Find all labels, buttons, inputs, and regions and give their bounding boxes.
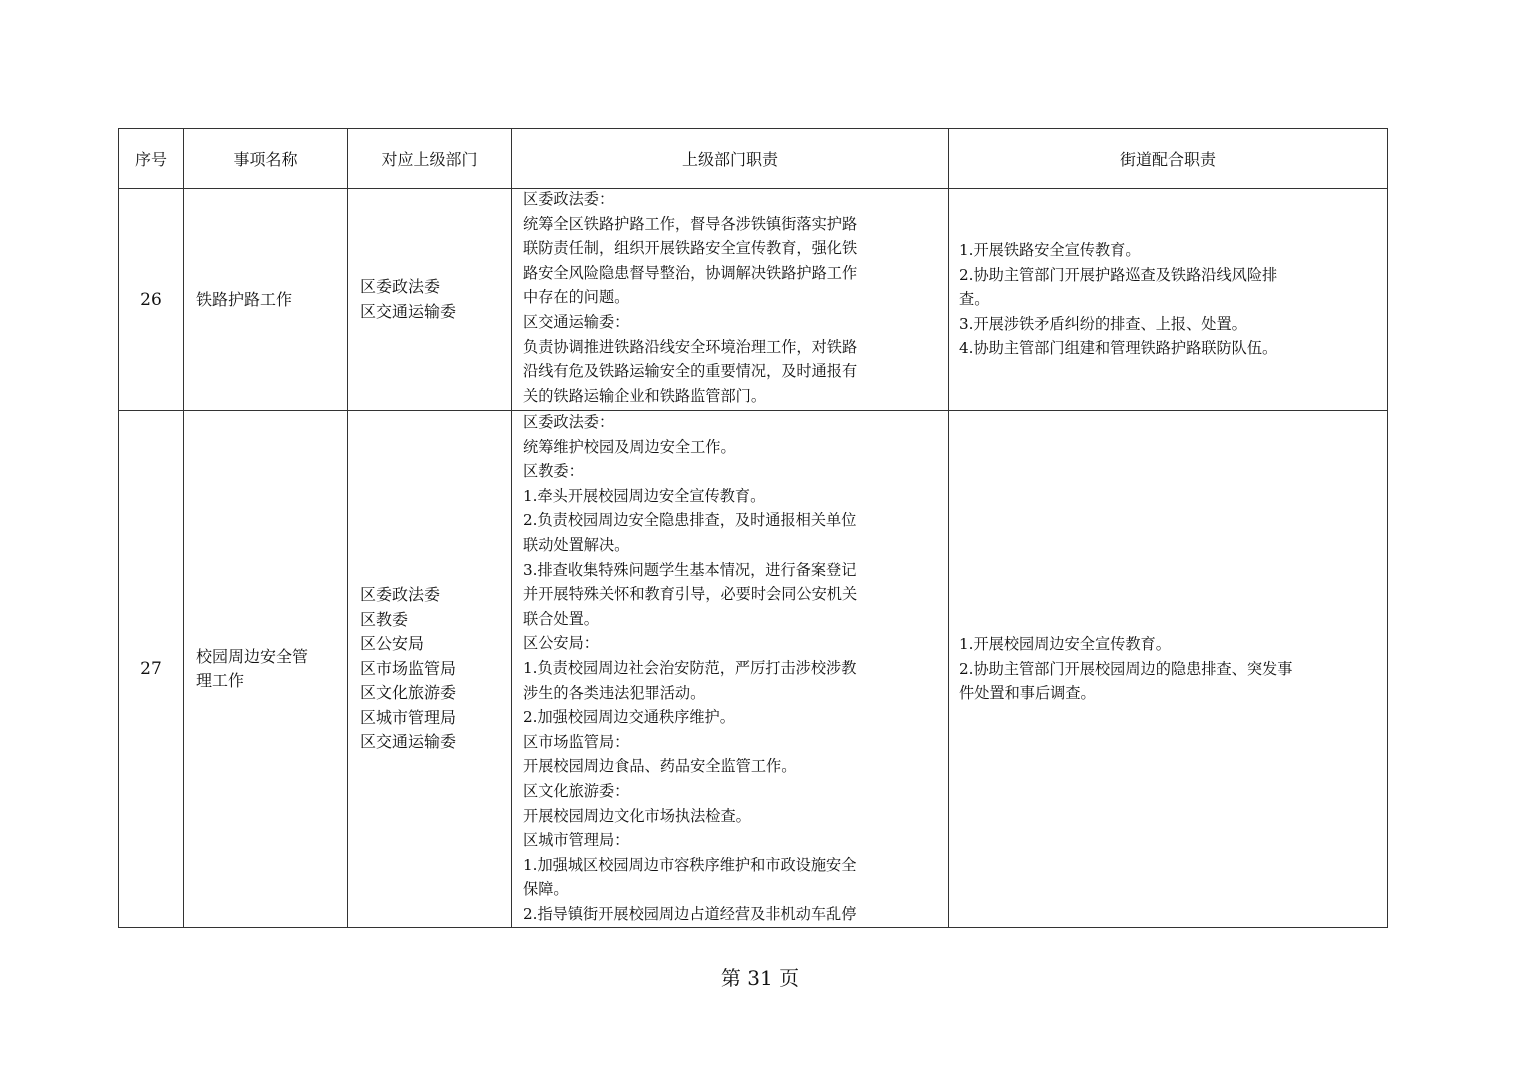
text-line: 联合处置。: [523, 609, 599, 628]
superior-duties: [512, 411, 949, 928]
text-line: 涉生的各类违法犯罪活动。: [523, 683, 706, 702]
text-line: 2.负责校园周边安全隐患排查，及时通报相关单位: [523, 511, 857, 530]
text-line: 沿线有危及铁路运输安全的重要情况，及时通报有: [523, 362, 858, 381]
street-duties: [949, 189, 1388, 411]
text-line: 查。: [959, 290, 990, 309]
text-line: 区城市管理局：: [523, 831, 630, 850]
text-line: 中存在的问题。: [523, 288, 630, 307]
text-line: 3.排查收集特殊问题学生基本情况，进行备案登记: [523, 560, 857, 579]
text-line: 负责协调推进铁路沿线安全环境治理工作，对铁路: [523, 337, 858, 356]
text-line: 4.协助主管部门组建和管理铁路护路联防队伍。: [959, 339, 1278, 358]
text-line: 2.协助主管部门开展护路巡查及铁路沿线风险排: [959, 265, 1278, 284]
text-line: 件处置和事后调查。: [959, 684, 1096, 703]
header-superior-duties: 上级部门职责: [512, 129, 949, 189]
text-line: 区委政法委：: [523, 190, 615, 208]
dept-line: 区委政法委: [360, 276, 441, 296]
item-name: [184, 189, 348, 411]
header-item-name: 事项名称: [184, 129, 348, 189]
dept-line: 区交通运输委: [360, 301, 457, 321]
superior-depts: [348, 411, 512, 928]
text-line: 区公安局：: [523, 634, 599, 653]
header-superior-dept: 对应上级部门: [348, 129, 512, 189]
text-line: 开展校园周边文化市场执法检查。: [523, 806, 751, 825]
dept-line: 区文化旅游委: [360, 683, 457, 703]
text-line: 1.牵头开展校园周边安全宣传教育。: [523, 486, 766, 505]
table-row: [119, 189, 1388, 411]
text-line: 开展校园周边食品、药品安全监管工作。: [523, 757, 797, 776]
superior-depts: [348, 189, 512, 411]
table-row: [119, 411, 1388, 928]
dept-line: 区教委: [360, 609, 409, 629]
row-number: 26: [119, 189, 184, 411]
text-line: 1.负责校园周边社会治安防范，严厉打击涉校涉教: [523, 658, 857, 677]
text-line: 3.开展涉铁矛盾纠纷的排查、上报、处置。: [959, 314, 1247, 333]
text-line: 保障。: [523, 880, 569, 899]
street-duties: [949, 411, 1388, 928]
text-line: 区交通运输委：: [523, 312, 630, 331]
item-name: [184, 411, 348, 928]
text-line: 1.开展铁路安全宣传教育。: [959, 241, 1141, 260]
superior-duties: [512, 189, 949, 411]
text-line: 路安全风险隐患督导整治，协调解决铁路护路工作: [523, 263, 858, 282]
table-header-row: [119, 129, 1388, 189]
text-line: 2.加强校园周边交通秩序维护。: [523, 708, 735, 727]
text-line: 区市场监管局：: [523, 732, 630, 751]
duties-table: [118, 128, 1388, 928]
dept-line: 区城市管理局: [360, 707, 457, 727]
text-line: 1.开展校园周边安全宣传教育。: [959, 635, 1171, 654]
header-num: 序号: [119, 129, 184, 189]
text-line: 校园周边安全管: [196, 647, 309, 666]
text-line: 统筹维护校园及周边安全工作。: [523, 437, 736, 456]
text-line: 并开展特殊关怀和教育引导，必要时会同公安机关: [523, 585, 858, 604]
text-line: 2.指导镇街开展校园周边占道经营及非机动车乱停: [523, 904, 857, 923]
dept-line: 区交通运输委: [360, 732, 457, 752]
text-line: 联防责任制，组织开展铁路安全宣传教育，强化铁: [523, 239, 858, 258]
header-street-duties: 街道配合职责: [949, 129, 1388, 189]
row-number: 27: [119, 411, 184, 928]
text-line: 关的铁路运输企业和铁路监管部门。: [523, 386, 766, 405]
page-number: 第 31 页: [720, 966, 800, 990]
dept-line: 区公安局: [360, 634, 425, 654]
text-line: 2.协助主管部门开展校园周边的隐患排查、突发事: [959, 659, 1293, 678]
text-line: 1.加强城区校园周边市容秩序维护和市政设施安全: [523, 855, 857, 874]
text-line: 统筹全区铁路护路工作，督导各涉铁镇街落实护路: [523, 214, 858, 233]
dept-line: 区委政法委: [360, 584, 441, 604]
text-line: 区委政法委：: [523, 413, 615, 431]
text-line: 区教委：: [523, 462, 584, 481]
text-line: 联动处置解决。: [523, 535, 630, 554]
text-line: 理工作: [196, 671, 245, 690]
text-line: 区文化旅游委：: [523, 781, 630, 800]
dept-line: 区市场监管局: [360, 658, 457, 678]
text-line: 铁路护路工作: [196, 289, 293, 309]
